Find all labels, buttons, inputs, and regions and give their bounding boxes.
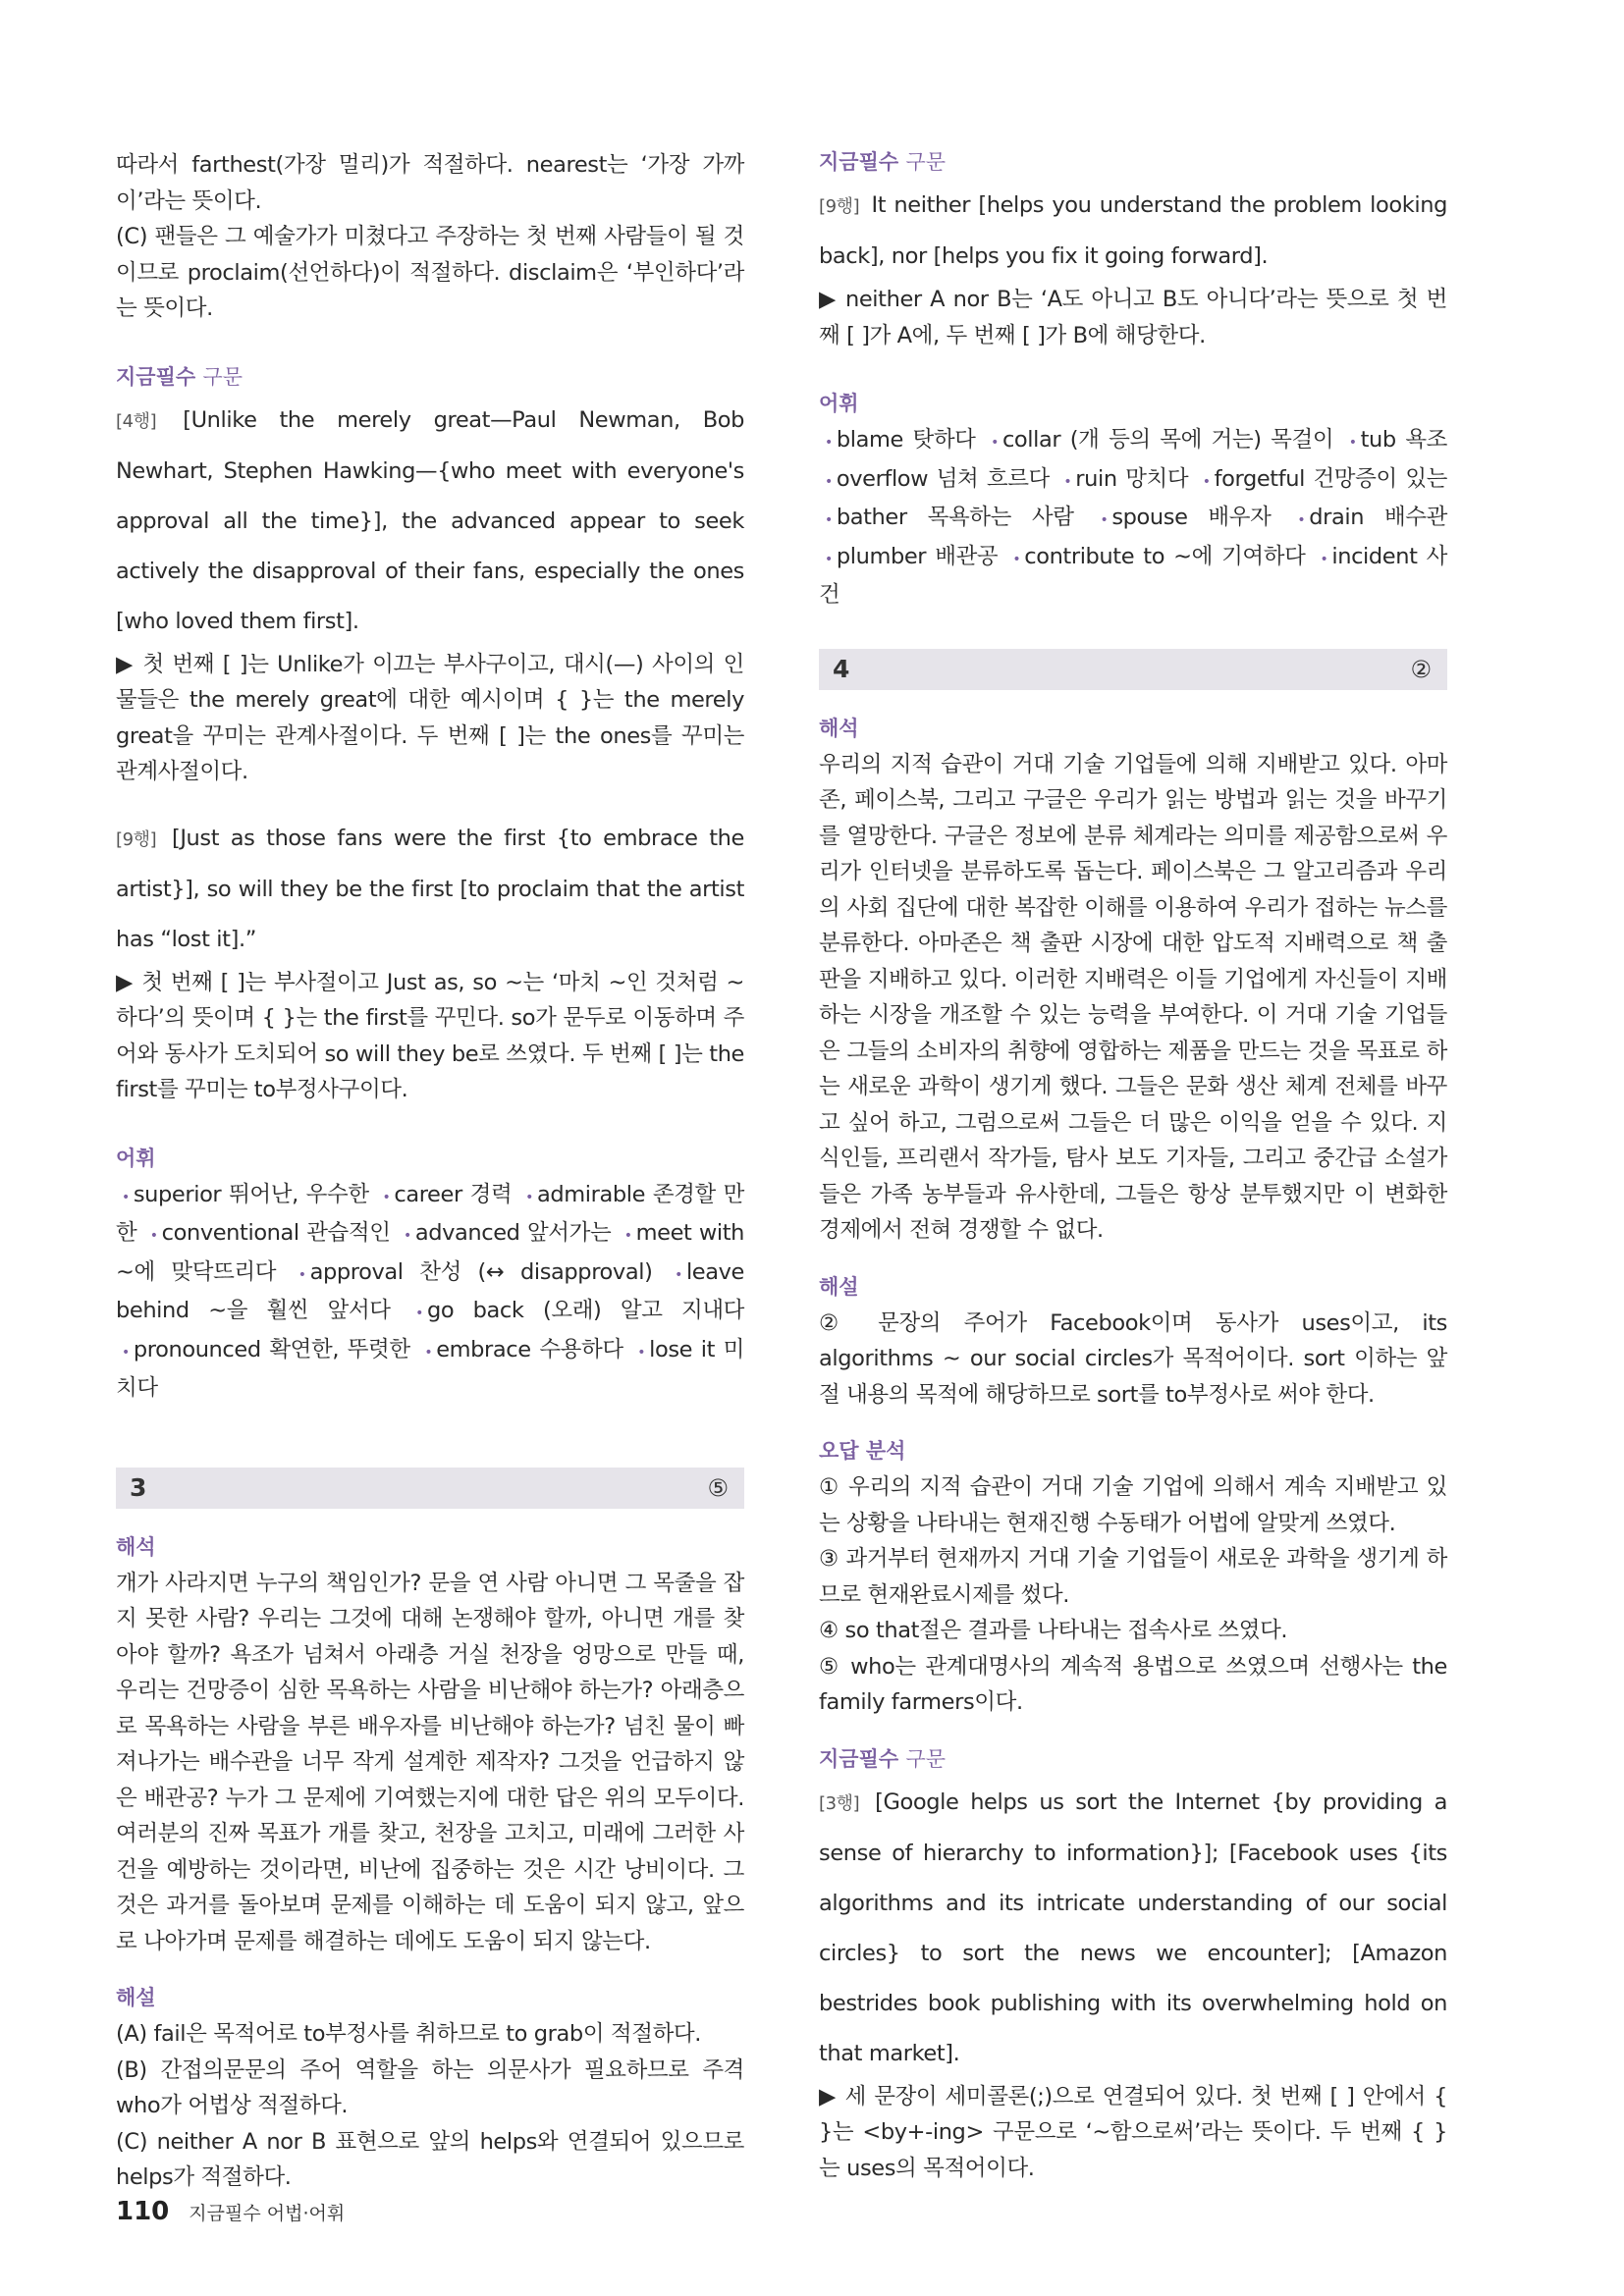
intro-line-2: (C) 팬들은 그 예술가가 미쳤다고 주장하는 첫 번째 사람들이 될 것이므로 proclaim(선언하다)이 적절하다. disclaim은 ‘부인하다’라는 뜻이다.	[116, 224, 744, 321]
question-band-3	[116, 1468, 744, 1509]
bullet-icon: •	[1320, 551, 1328, 567]
vocab-heading: 어휘	[819, 392, 859, 415]
vocab-item: pronounced 확연한, 뚜렷한	[133, 1336, 410, 1362]
bullet-icon: •	[1348, 435, 1357, 451]
vocab-item: embrace 수용하다	[436, 1336, 623, 1362]
vocab-item: leave behind ~을 훨씬 앞서다	[116, 1258, 744, 1323]
vocab-list	[116, 1177, 744, 1407]
vocab-item: collar (개 등의 목에 거는) 목걸이	[1001, 427, 1334, 453]
syntax-sentence-2	[116, 814, 744, 965]
bullet-icon: •	[637, 1344, 646, 1361]
vocab-item: drain 배수관	[1309, 505, 1447, 530]
bullet-icon: •	[149, 1228, 158, 1244]
bullet-icon: •	[122, 1344, 130, 1361]
left-column	[116, 147, 744, 2196]
right-column	[819, 147, 1447, 2186]
explanation-text: ② 문장의 주어가 Facebook이며 동사가 uses이고, its algorithms ~ our social circles가 목적어이다. sort 이하는 앞 절 내용의 목적에 해당하므로 sort를 to부정사로 써야 한다.	[819, 1309, 1447, 1408]
vocab-list	[819, 422, 1447, 614]
bullet-icon: •	[825, 473, 833, 490]
syntax-note-1: ▶ neither A nor B는 ‘A도 아니고 B도 아니다’라는 뜻으로 첫 번째 [ ]가 A에, 두 번째 [ ]가 B에 해당한다.	[819, 287, 1447, 348]
syntax-text: It neither [helps you understand the problem looking back], nor [helps you fix it going forward].	[819, 192, 1447, 269]
bullet-icon: •	[424, 1344, 433, 1361]
syntax-heading-main: 지금필수	[116, 364, 196, 389]
translation-text: 우리의 지적 습관이 거대 기술 기업들에 의해 지배받고 있다. 아마존, 페이스북, 그리고 구글은 우리가 읽는 방법과 읽는 것을 바꾸기를 열망한다. 구글은 정보에 분류 체계라는 의미를 제공함으로써 우리가 인터넷을 분류하도록 돕는다. 페이스북은 그 알고리즘과 우리의 사회 집단에 대한 복잡한 이해를 이용하여 우리가 접하는 뉴스를 분류한다. 아마존은 책 출판 시장에 대한 압도적 지배력으로 책 출판을 지배하고 있다. 이러한 지배력은 이들 기업에게 자신들이 지배하는 시장을 개조할 수 있는 능력을 부여한다. 이 거대 기술 기업들은 그들의 소비자의 취향에 영합하는 제품을 만드는 것을 목표로 하는 새로운 과학이 생기게 했다. 그들은 문화 생산 체계 전체를 바꾸고 싶어 하고, 그럼으로써 그들은 더 많은 이익을 얻을 수 있다. 지식인들, 프리랜서 작가들, 탐사 보도 기자들, 그리고 중간급 소설가들은 가족 농부들과 유사한데, 그들은 항상 분투했지만 이 변화한 경제에서 전혀 경쟁할 수 없다.	[819, 751, 1447, 1243]
bullet-icon: •	[991, 435, 999, 451]
explanation-c: (C) neither A nor B 표현으로 앞의 helps와 연결되어 있으므로 helps가 적절하다.	[116, 2128, 744, 2190]
syntax-heading-sub: 구문	[202, 364, 244, 389]
vocab-item: ruin 망치다	[1075, 465, 1189, 492]
bullet-icon: •	[825, 435, 833, 451]
bullet-icon: •	[1202, 473, 1211, 490]
bullet-icon: •	[825, 512, 833, 528]
vocab-item: overflow 넘쳐 흐르다	[836, 465, 1050, 492]
bullet-icon: •	[415, 1306, 423, 1321]
syntax-sentence-1	[819, 181, 1447, 282]
explanation-b: (B) 간접의문문의 주어 역할을 하는 의문사가 필요하므로 주격 who가 어법상 적절하다.	[116, 2056, 744, 2118]
translation-heading: 해석	[116, 1534, 156, 1559]
bullet-icon: •	[1297, 512, 1306, 528]
syntax-text: [Google helps us sort the Internet {by providing a sense of hierarchy to information}]; [Facebook uses {its algorithms and its intricate understanding of our social circles} to sort the news we encounter]; [Amazon bestrides book publishing with its overwhelming hold on that market].	[819, 1789, 1447, 2066]
error-item-3: ③ 과거부터 현재까지 거대 기술 기업들이 새로운 과학을 생기게 하므로 현재완료시제를 썼다.	[819, 1546, 1447, 1608]
syntax-heading-main: 지금필수	[819, 1746, 899, 1771]
error-analysis-heading: 오답 분석	[819, 1439, 906, 1463]
vocab-item: tub 욕조	[1360, 427, 1447, 453]
vocab-item: contribute to ~에 기여하다	[1024, 543, 1306, 569]
question-band-4	[819, 649, 1447, 690]
vocab-item: admirable 존경할 만한	[116, 1181, 744, 1246]
syntax-heading-sub: 구문	[905, 150, 947, 174]
question-number: 4	[833, 655, 850, 683]
vocab-heading: 어휘	[116, 1146, 156, 1170]
vocab-item: spouse 배우자	[1111, 505, 1272, 530]
page-number: 110	[116, 2197, 170, 2226]
syntax-heading	[116, 362, 744, 392]
line-number: [9행]	[116, 828, 157, 850]
explanation-heading: 해설	[819, 1274, 859, 1299]
question-number: 3	[130, 1473, 147, 1502]
line-number: [4행]	[116, 410, 157, 432]
vocab-item: conventional 관습적인	[161, 1220, 391, 1246]
error-item-4: ④ so that절은 결과를 나타내는 접속사로 쓰였다.	[819, 1618, 1288, 1643]
bullet-icon: •	[825, 551, 833, 567]
bullet-icon: •	[1063, 473, 1072, 490]
page-footer	[116, 2197, 345, 2226]
line-number: [3행]	[819, 1792, 860, 1814]
syntax-sentence-2	[819, 1778, 1447, 2079]
error-item-5: ⑤ who는 관계대명사의 계속적 용법으로 쓰였으며 선행사는 the family farmers이다.	[819, 1653, 1447, 1715]
vocab-item: forgetful 건망증이 있는	[1214, 465, 1447, 492]
vocab-item: blame 탓하다	[836, 427, 976, 453]
bullet-icon: •	[623, 1228, 632, 1244]
book-title: 지금필수 어법·어휘	[189, 2203, 346, 2224]
bullet-icon: •	[403, 1228, 411, 1244]
vocab-item: bather 목욕하는 사람	[836, 505, 1074, 530]
bullet-icon: •	[1100, 512, 1109, 528]
syntax-heading-main: 지금필수	[819, 150, 899, 174]
syntax-text: [Just as those fans were the first {to embrace the artist}], so will they be the first [to proclaim that the artist has “lost it].”	[116, 825, 744, 952]
bullet-icon: •	[1012, 551, 1021, 567]
bullet-icon: •	[675, 1266, 682, 1283]
bullet-icon: •	[298, 1266, 306, 1283]
syntax-sentence-1	[116, 396, 744, 647]
syntax-note-2: ▶ 첫 번째 [ ]는 부사절이고 Just as, so ~는 ‘마치 ~인 것처럼 ~하다’의 뜻이며 { }는 the first를 꾸민다. so가 문두로 이동하며 주어와 동사가 도치되어 so will they be로 쓰였다. 두 번째 [ ]는 the first를 꾸미는 to부정사구이다.	[116, 969, 744, 1102]
bullet-icon: •	[525, 1189, 533, 1205]
vocab-item: advanced 앞서가는	[414, 1220, 612, 1246]
translation-text: 개가 사라지면 누구의 책임인가? 문을 연 사람 아니면 그 목줄을 잡지 못한 사람? 우리는 그것에 대해 논쟁해야 할까, 아니면 개를 찾아야 할까? 욕조가 넘쳐서 아래층 거실 천장을 엉망으로 만들 때, 우리는 건망증이 심한 목욕하는 사람을 비난해야 하는가? 아래층으로 목욕하는 사람을 부른 배우자를 비난해야 하는가? 넘친 물이 빠져나가는 배수관을 너무 작게 설계한 제작자? 그것을 언급하지 않은 배관공? 누가 그 문제에 기여했는지에 대한 답은 위의 모두이다. 여러분의 진짜 목표가 개를 찾고, 천장을 고치고, 미래에 그러한 사건을 예방하는 것이라면, 비난에 집중하는 것은 시간 낭비이다. 그것은 과거를 돌아보며 문제를 이해하는 데 도움이 되지 않고, 앞으로 나아가며 문제를 해결하는 데에도 도움이 되지 않는다.	[116, 1570, 744, 1954]
syntax-heading-sub: 구문	[905, 1746, 947, 1771]
syntax-heading	[819, 147, 1447, 177]
explanation-a: (A) fail은 목적어로 to부정사를 취하므로 to grab이 적절하다.	[116, 2021, 701, 2047]
vocab-item: superior 뛰어난, 우수한	[133, 1181, 369, 1207]
translation-heading: 해석	[819, 716, 859, 740]
answer-badge: ⑤	[707, 1473, 729, 1502]
vocab-item: plumber 배관공	[836, 543, 999, 569]
answer-badge: ②	[1410, 655, 1432, 683]
bullet-icon: •	[382, 1189, 391, 1205]
syntax-note-1: ▶ 첫 번째 [ ]는 Unlike가 이끄는 부사구이고, 대시(—) 사이의 인물들은 the merely great에 대한 예시이며 { }는 the merely great을 꾸미는 관계사절이다. 두 번째 [ ]는 the ones를 꾸미는 관계사절이다.	[116, 651, 744, 784]
syntax-heading-2	[819, 1744, 1447, 1774]
syntax-note-2: ▶ 세 문장이 세미콜론(;)으로 연결되어 있다. 첫 번째 [ ] 안에서 { }는 <by+-ing> 구문으로 ‘~함으로써’라는 뜻이다. 두 번째 { }는 uses의 목적어이다.	[819, 2083, 1447, 2181]
vocab-item: approval 찬성 (↔ disapproval)	[309, 1258, 653, 1285]
vocab-item: go back (오래) 알고 지내다	[426, 1298, 745, 1323]
vocab-item: lose it 미치다	[116, 1336, 744, 1401]
intro-line-1: 따라서 farthest(가장 멀리)가 적절하다. nearest는 ‘가장 가까이’라는 뜻이다.	[116, 152, 744, 214]
vocab-item: incident 사건	[819, 543, 1447, 608]
vocab-item: career 경력	[394, 1181, 513, 1207]
vocab-item: meet with ~에 맞닥뜨리다	[116, 1220, 744, 1285]
explanation-heading: 해설	[116, 1986, 156, 2009]
syntax-text: [Unlike the merely great—Paul Newman, Bob Newhart, Stephen Hawking—{who meet with everyone's approval all the time}], the advanced appear to seek actively the disapproval of their fans, especially the ones [who loved them first].	[116, 406, 744, 634]
error-item-1: ① 우리의 지적 습관이 거대 기술 기업에 의해서 계속 지배받고 있는 상황을 나타내는 현재진행 수동태가 어법에 알맞게 쓰였다.	[819, 1474, 1447, 1536]
line-number: [9행]	[819, 196, 860, 217]
bullet-icon: •	[122, 1189, 130, 1205]
